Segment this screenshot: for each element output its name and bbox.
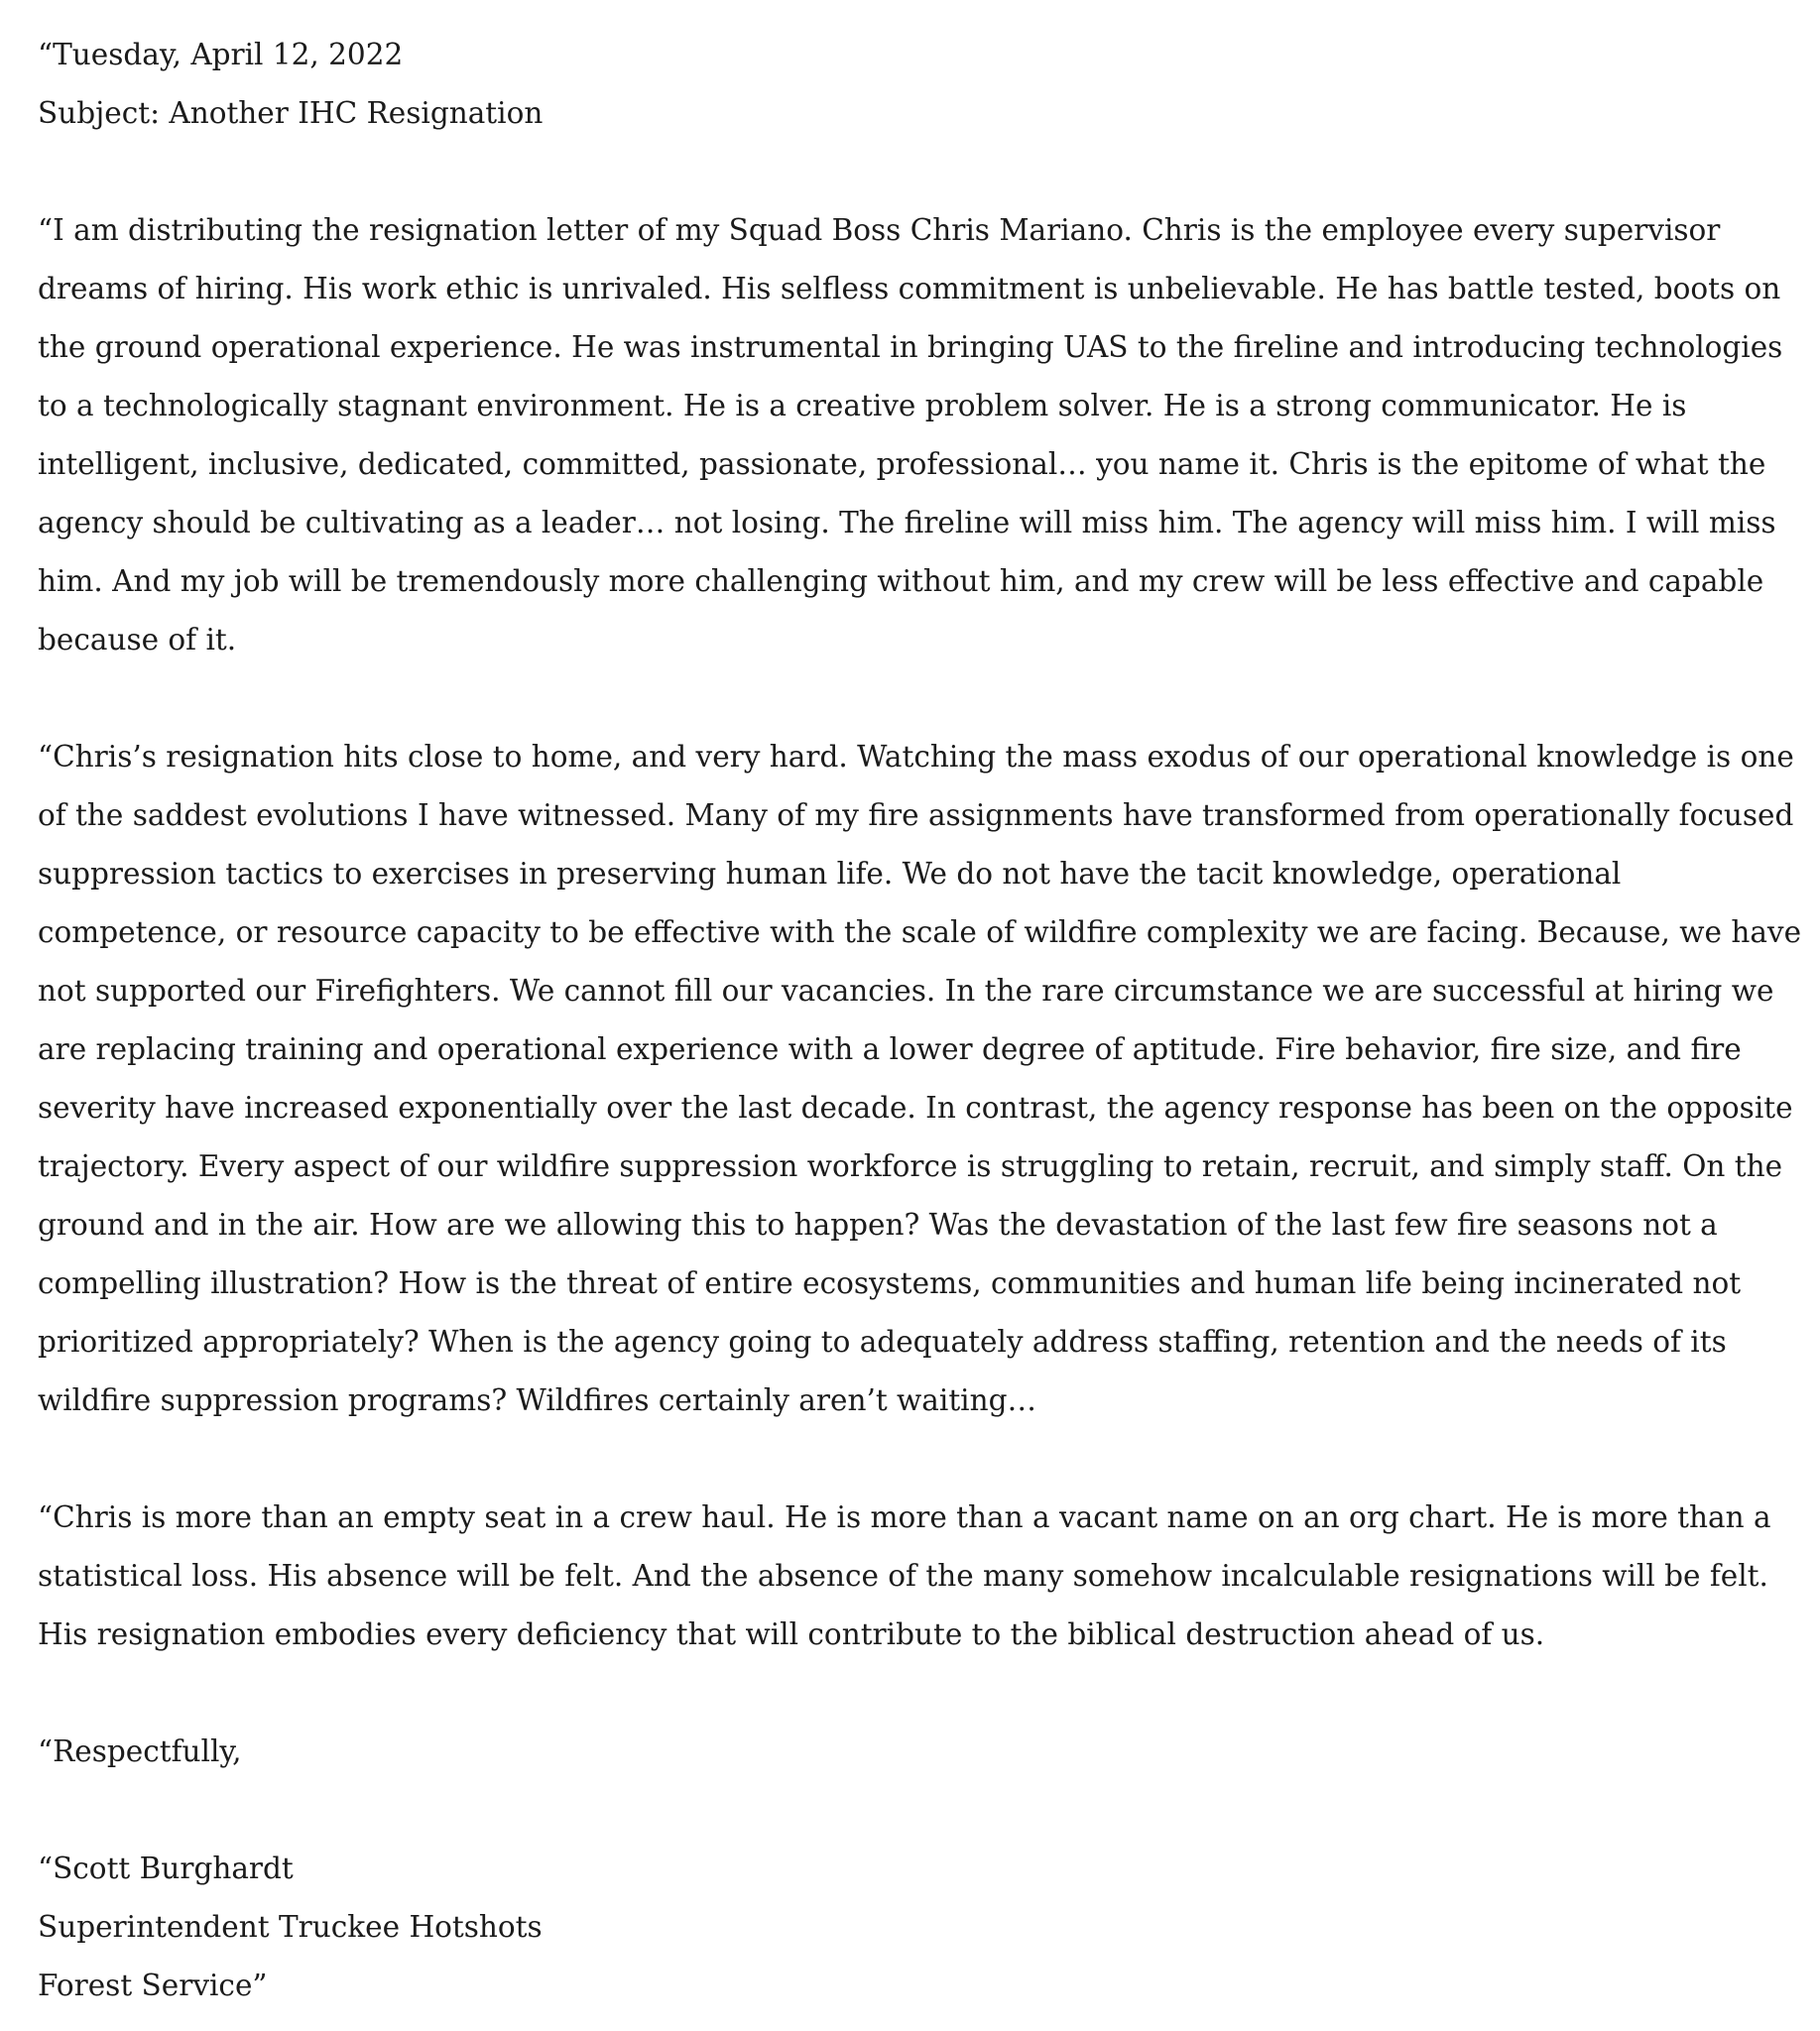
body-paragraph-2: “Chris’s resignation hits close to home, and very hard. Watching the mass exodus of our operational knowledge is one of the saddest evolutions I have witnessed. Many of my fire assignments have transformed from operationally focused suppression tactics to exercises in preserving human life. We do not have the tacit knowledge, operational competence, or resource capacity to be effective with the scale of wildfire complexity we are facing. Because, we have not supported our Firefighters. We cannot fill our vacancies. In the rare circumstance we are successful at hiring we are replacing training and operational experience with a lower degree of aptitude. Fire behavior, fire size, and fire severity have increased exponentially over the last decade. In contrast, the agency response has been on the opposite trajectory. Every aspect of our wildfire suppression workforce is struggling to retain, recruit, and simply staff. On the ground and in the air. How are we allowing this to happen? Was the devastation of the last few fire seasons not a compelling illustration? How is the threat of entire ecosystems, communities and human life being incinerated not prioritized appropriately? When is the agency going to adequately address staffing, retention and the needs of its wildfire suppression programs? Wildfires certainly aren’t waiting… xyxy=(38,740,1802,1417)
paragraph-spacer xyxy=(38,1430,1803,1489)
body-paragraph-3: “Chris is more than an empty seat in a crew haul. He is more than a vacant name on an org chart. He is more than a statistical loss. His absence will be felt. And the absence of the many somehow incalculable resignations will be felt. His resignation embodies every deficiency that will contribute to the biblical destruction ahead of us. xyxy=(38,1500,1771,1651)
paragraph-spacer xyxy=(38,1781,1803,1840)
signer-organization: Forest Service” xyxy=(38,1969,268,2002)
body-paragraph-1: “I am distributing the resignation letter of my Squad Boss Chris Mariano. Chris is the employee every supervisor dreams of hiring. His work ethic is unrivaled. His selfless commitment is unbelievable. He has battle tested, boots on the ground operational experience. He was instrumental in bringing UAS to the fireline and introducing technologies to a technologically stagnant environment. He is a creative problem solver. He is a strong communicator. He is intelligent, inclusive, dedicated, committed, passionate, professional… you name it. Chris is the epitome of what the agency should be cultivating as a leader… not losing. The fireline will miss him. The agency will miss him. I will miss him. And my job will be tremendously more challenging without him, and my crew will be less effective and capable because of it. xyxy=(38,213,1783,657)
letter-date: “Tuesday, April 12, 2022 xyxy=(38,38,404,71)
paragraph-spacer xyxy=(38,669,1803,728)
closing-salutation: “Respectfully, xyxy=(38,1734,242,1768)
signer-name: “Scott Burghardt xyxy=(38,1852,294,1885)
signer-title: Superintendent Truckee Hotshots xyxy=(38,1910,543,1944)
paragraph-spacer xyxy=(38,1664,1803,1723)
paragraph-spacer xyxy=(38,143,1803,201)
letter-subject: Subject: Another IHC Resignation xyxy=(38,96,544,130)
letter-document xyxy=(38,26,1803,2015)
